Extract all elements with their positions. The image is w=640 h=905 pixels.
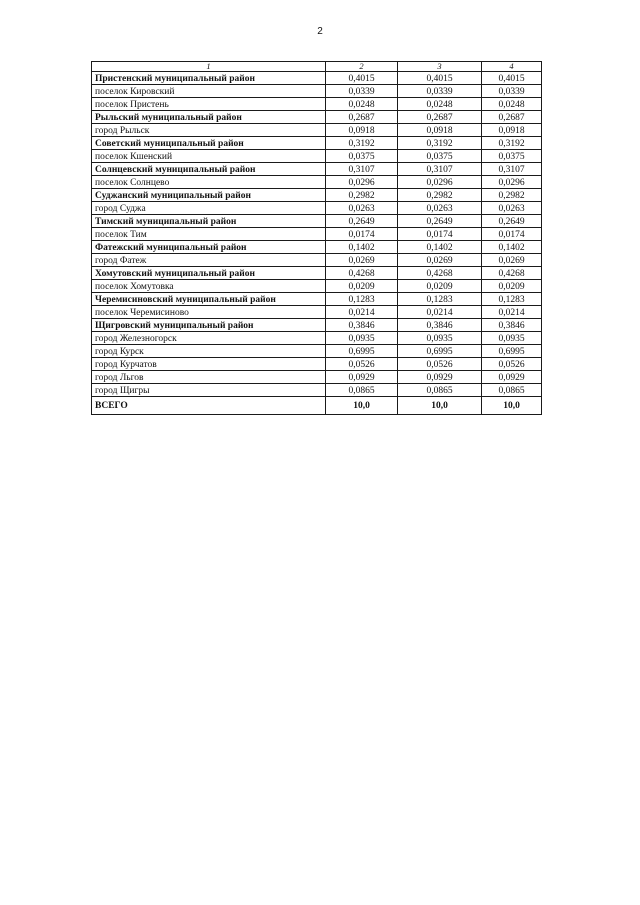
table-row [92,176,542,189]
row-value-col-3: 0,2687 [398,111,482,124]
row-value-col-2: 0,0865 [326,384,398,397]
row-value-col-2: 0,1283 [326,293,398,306]
row-value-col-3: 0,0214 [398,306,482,319]
row-value-col-4: 0,0296 [482,176,542,189]
row-name: Пристенский муниципальный район [92,72,326,85]
row-name: поселок Тим [92,228,326,241]
table-row [92,72,542,85]
table-row [92,150,542,163]
table-row [92,306,542,319]
row-value-col-3: 0,0935 [398,332,482,345]
row-name: Тимский муниципальный район [92,215,326,228]
row-value-col-4: 0,4268 [482,267,542,280]
row-value-col-3: 0,4268 [398,267,482,280]
row-value-col-3: 0,0296 [398,176,482,189]
table-row [92,124,542,137]
row-name: Рыльский муниципальный район [92,111,326,124]
row-value-col-2: 0,6995 [326,345,398,358]
table-row [92,371,542,384]
row-name: Суджанский муниципальный район [92,189,326,202]
row-value-col-4: 0,1283 [482,293,542,306]
header-col-3: 3 [398,62,482,72]
row-name: город Суджа [92,202,326,215]
row-name: город Курчатов [92,358,326,371]
row-value-col-2: 0,0918 [326,124,398,137]
row-value-col-2: 0,0526 [326,358,398,371]
row-value-col-3: 0,0339 [398,85,482,98]
row-value-col-2: 0,0209 [326,280,398,293]
row-value-col-3: 0,0248 [398,98,482,111]
row-name: город Щигры [92,384,326,397]
row-value-col-4: 0,0865 [482,384,542,397]
row-value-col-4: 0,3192 [482,137,542,150]
row-name: поселок Солнцево [92,176,326,189]
total-label: ВСЕГО [92,397,326,415]
row-value-col-3: 0,0174 [398,228,482,241]
row-value-col-2: 0,0263 [326,202,398,215]
table-row [92,228,542,241]
row-name: город Железногорск [92,332,326,345]
row-value-col-3: 0,0526 [398,358,482,371]
row-value-col-4: 0,0209 [482,280,542,293]
row-value-col-4: 0,0248 [482,98,542,111]
row-value-col-2: 0,0929 [326,371,398,384]
row-value-col-3: 0,6995 [398,345,482,358]
row-value-col-4: 0,4015 [482,72,542,85]
total-row [92,397,542,415]
row-value-col-4: 0,0214 [482,306,542,319]
row-value-col-3: 0,0918 [398,124,482,137]
row-value-col-3: 0,3846 [398,319,482,332]
table-row [92,254,542,267]
row-name: город Льгов [92,371,326,384]
row-value-col-3: 0,0375 [398,150,482,163]
row-value-col-2: 0,0248 [326,98,398,111]
row-value-col-3: 0,0269 [398,254,482,267]
row-value-col-2: 0,2649 [326,215,398,228]
row-value-col-4: 0,0935 [482,332,542,345]
row-value-col-4: 0,0339 [482,85,542,98]
row-name: Щигровский муниципальный район [92,319,326,332]
row-value-col-4: 0,2687 [482,111,542,124]
row-value-col-3: 0,2649 [398,215,482,228]
row-name: Хомутовский муниципальный район [92,267,326,280]
row-value-col-4: 0,2649 [482,215,542,228]
row-name: город Фатеж [92,254,326,267]
row-value-col-3: 0,0929 [398,371,482,384]
table-row [92,111,542,124]
row-value-col-4: 0,0269 [482,254,542,267]
table-row [92,384,542,397]
table-row [92,163,542,176]
table-row [92,280,542,293]
table-row [92,267,542,280]
row-value-col-3: 0,3192 [398,137,482,150]
row-value-col-4: 0,0174 [482,228,542,241]
row-name: город Курск [92,345,326,358]
row-value-col-2: 0,3192 [326,137,398,150]
row-value-col-3: 0,0865 [398,384,482,397]
row-value-col-2: 0,2982 [326,189,398,202]
row-value-col-3: 0,0209 [398,280,482,293]
header-col-1: 1 [92,62,326,72]
row-value-col-2: 0,0214 [326,306,398,319]
row-value-col-2: 0,0375 [326,150,398,163]
table-row [92,319,542,332]
row-value-col-4: 0,3846 [482,319,542,332]
row-value-col-4: 0,6995 [482,345,542,358]
row-value-col-4: 0,0929 [482,371,542,384]
row-name: поселок Черемисиново [92,306,326,319]
header-col-2: 2 [326,62,398,72]
row-name: поселок Пристень [92,98,326,111]
row-value-col-2: 0,0269 [326,254,398,267]
row-value-col-4: 0,2982 [482,189,542,202]
row-value-col-4: 0,0375 [482,150,542,163]
row-name: Советский муниципальный район [92,137,326,150]
row-value-col-4: 0,0263 [482,202,542,215]
allocation-table [91,61,542,415]
header-col-4: 4 [482,62,542,72]
row-value-col-2: 0,4015 [326,72,398,85]
row-name: Солнцевский муниципальный район [92,163,326,176]
row-value-col-2: 0,4268 [326,267,398,280]
row-value-col-3: 0,1402 [398,241,482,254]
table-row [92,98,542,111]
row-value-col-3: 0,2982 [398,189,482,202]
row-value-col-2: 0,3107 [326,163,398,176]
table-row [92,202,542,215]
row-name: поселок Хомутовка [92,280,326,293]
page-number: 2 [317,26,323,37]
total-value-col-2: 10,0 [326,397,398,415]
row-name: поселок Кировский [92,85,326,98]
row-value-col-4: 0,0526 [482,358,542,371]
row-value-col-4: 0,1402 [482,241,542,254]
row-value-col-4: 0,3107 [482,163,542,176]
row-value-col-3: 0,4015 [398,72,482,85]
row-name: Фатежский муниципальный район [92,241,326,254]
table-body [92,62,542,415]
table-row [92,137,542,150]
table-row [92,345,542,358]
row-value-col-2: 0,3846 [326,319,398,332]
table-row [92,293,542,306]
total-value-col-4: 10,0 [482,397,542,415]
row-name: поселок Кшенский [92,150,326,163]
row-value-col-3: 0,1283 [398,293,482,306]
table-header-row [92,62,542,72]
row-value-col-4: 0,0918 [482,124,542,137]
row-value-col-3: 0,3107 [398,163,482,176]
table-row [92,358,542,371]
total-value-col-3: 10,0 [398,397,482,415]
row-value-col-3: 0,0263 [398,202,482,215]
table-row [92,85,542,98]
row-value-col-2: 0,1402 [326,241,398,254]
row-name: город Рыльск [92,124,326,137]
table-row [92,189,542,202]
row-value-col-2: 0,0935 [326,332,398,345]
table-row [92,215,542,228]
row-name: Черемисиновский муниципальный район [92,293,326,306]
table-row [92,241,542,254]
row-value-col-2: 0,0296 [326,176,398,189]
row-value-col-2: 0,2687 [326,111,398,124]
table-row [92,332,542,345]
row-value-col-2: 0,0174 [326,228,398,241]
row-value-col-2: 0,0339 [326,85,398,98]
